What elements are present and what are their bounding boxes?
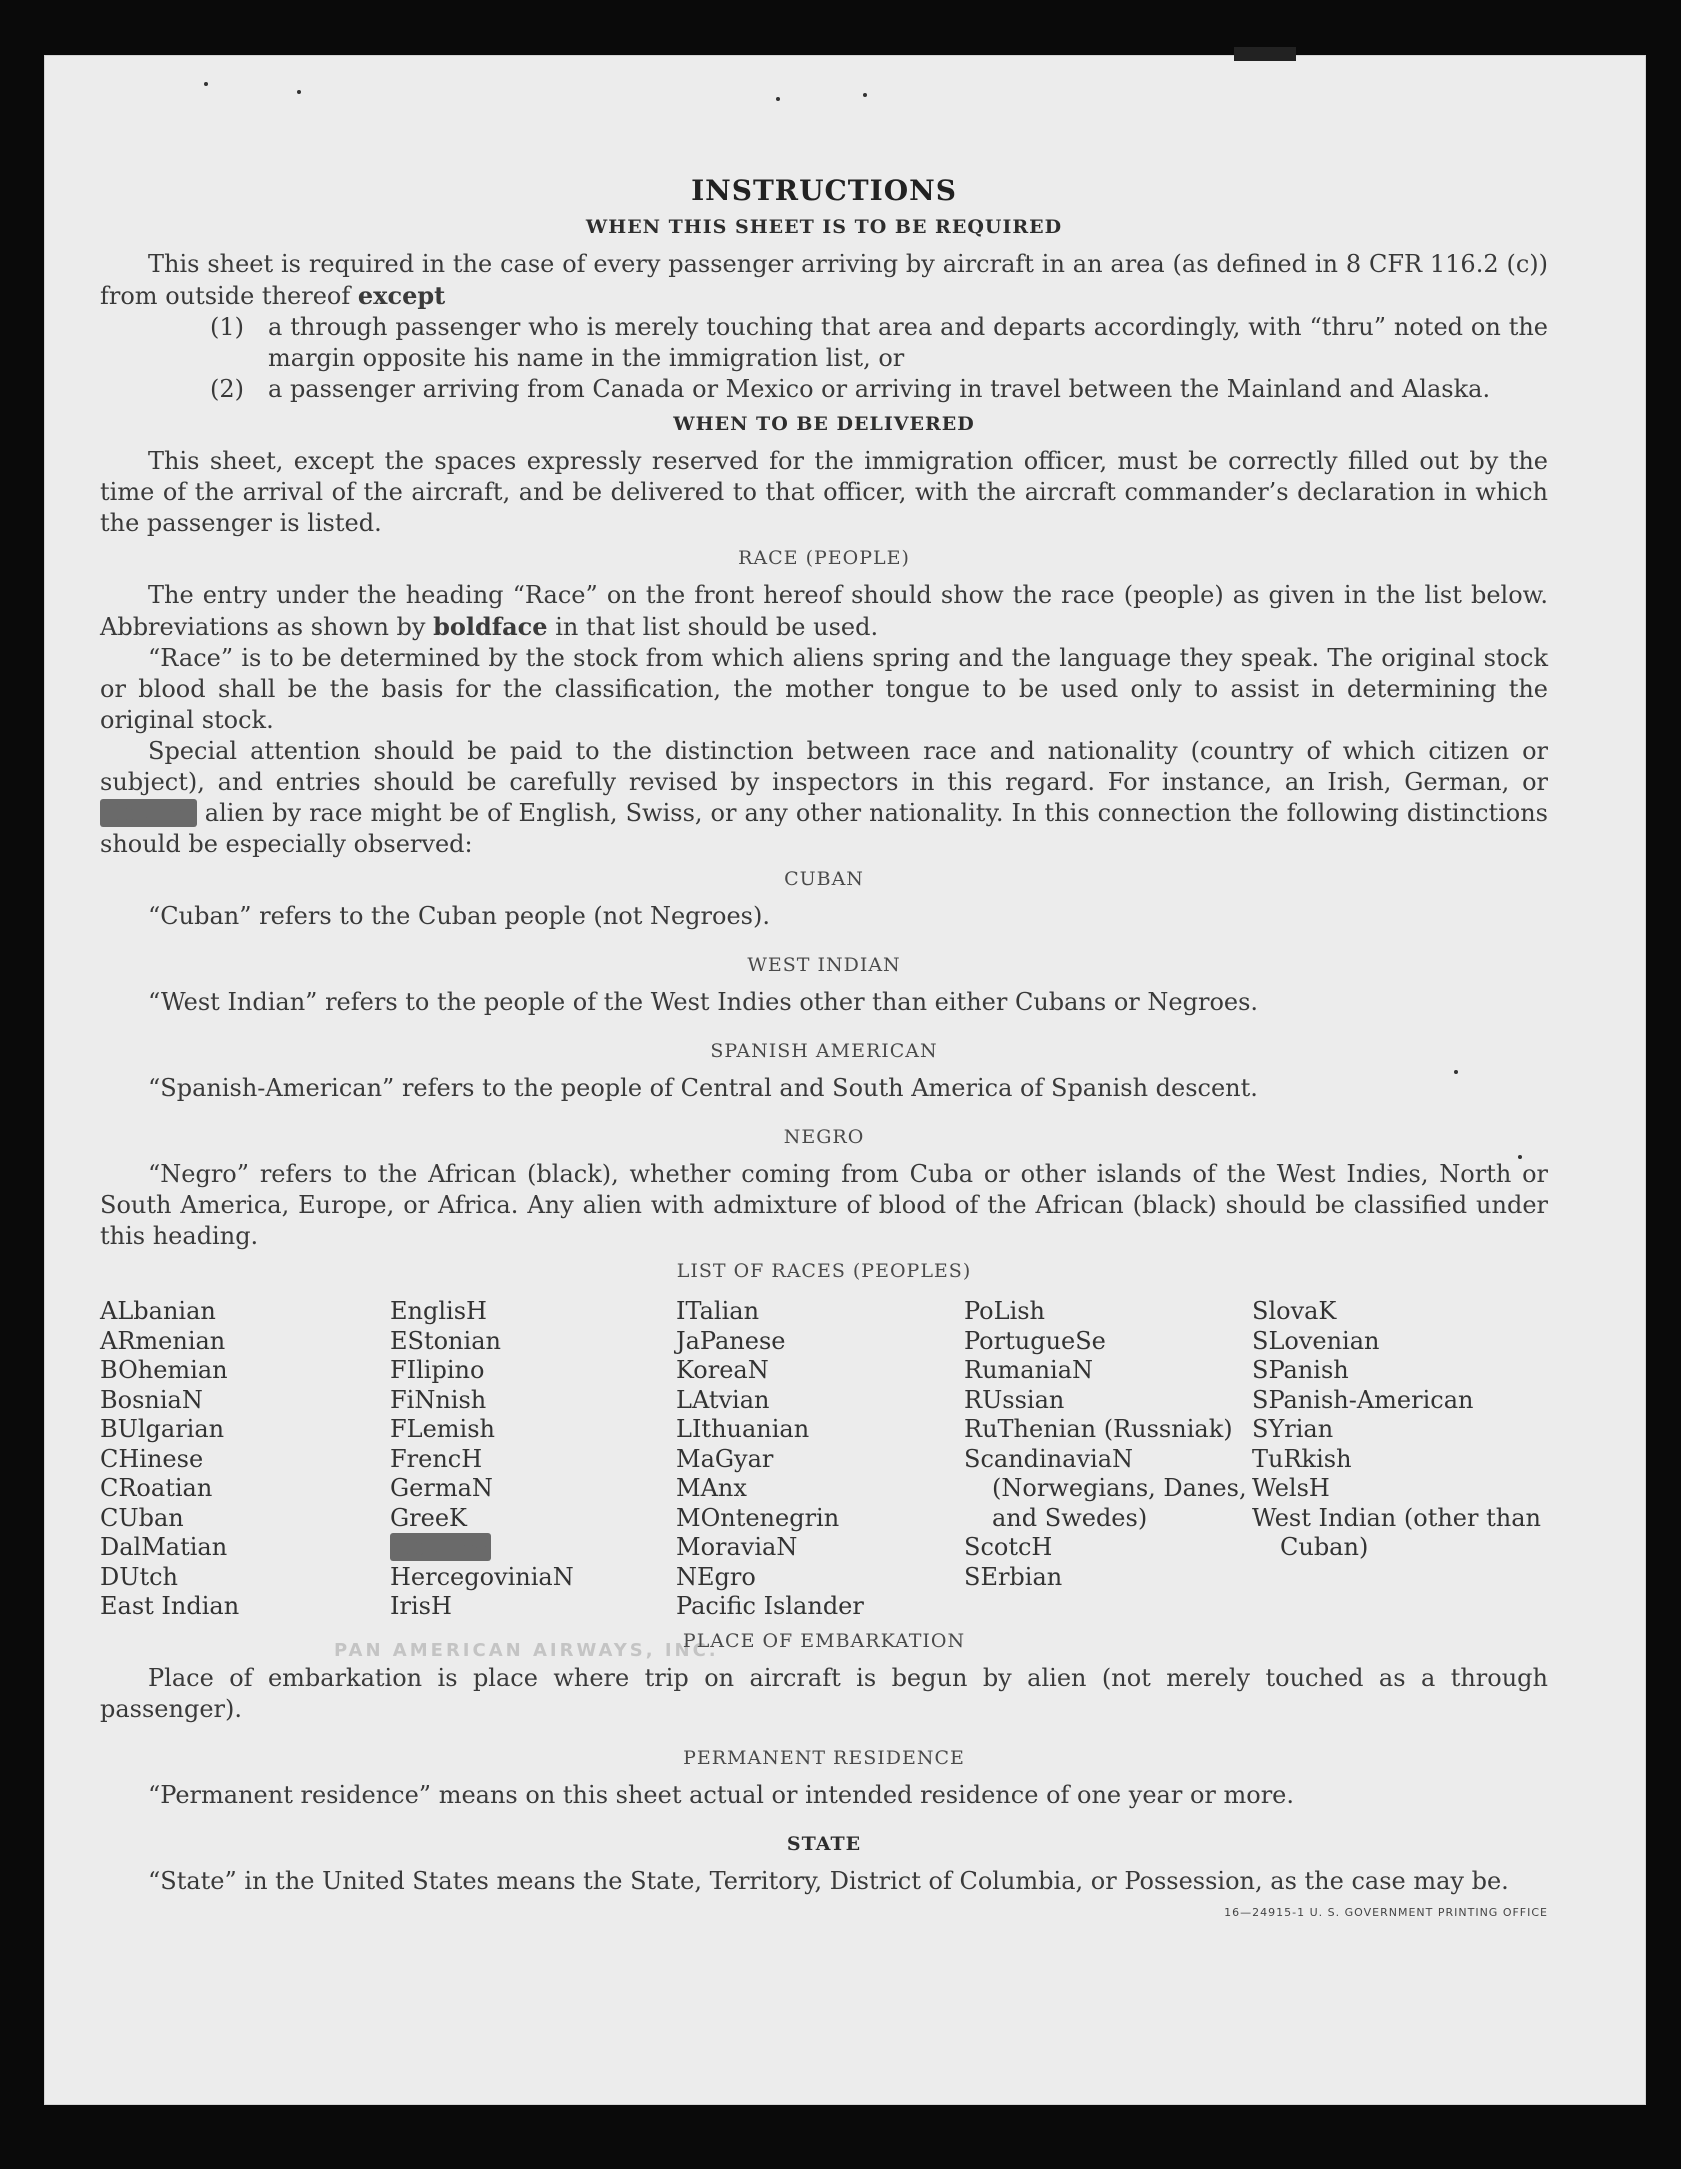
race-entry: IrisH: [390, 1592, 452, 1620]
race-entry: ScandinaviaN (Norwegians, Danes, and Swedes): [964, 1444, 1247, 1532]
race-entry: BOhemian: [100, 1356, 228, 1384]
races-column: [1252, 1297, 1548, 1622]
race-entry: ScotcH: [964, 1533, 1053, 1561]
delivered-text: This sheet, except the spaces expressly reserved for the immigration officer, must be correctly filled out by the time of the arrival of the aircraft, and be delivered to that officer, with the aircraft commander’s declaration in which the passenger is listed.: [100, 447, 1548, 537]
race-entry: BosniaN: [100, 1385, 203, 1414]
race-entry: PoLish: [964, 1297, 1046, 1325]
races-column: [964, 1297, 1252, 1622]
heading-list-of-races: LIST OF RACES (PEOPLES): [676, 1260, 972, 1282]
race-entry: MOntenegrin: [676, 1503, 840, 1532]
obscured-word: HebreW: [390, 1533, 491, 1561]
race-entry: LAtvian: [676, 1385, 770, 1414]
race-entry: FIlipino: [390, 1356, 485, 1384]
race-entry: FrencH: [390, 1444, 483, 1473]
race-entry: CHinese: [100, 1444, 204, 1473]
race-entry: ALbanian: [100, 1297, 216, 1325]
race-entry: BUlgarian: [100, 1415, 225, 1443]
race-entry: FLemish: [390, 1415, 495, 1443]
obscured-word: Hebrew: [100, 799, 197, 827]
race-entry: EStonian: [390, 1326, 501, 1355]
race-entry: ITalian: [676, 1297, 760, 1325]
race-entry: RUssian: [964, 1385, 1065, 1414]
heading-residence: PERMANENT RESIDENCE: [683, 1746, 965, 1769]
race-entry: GreeK: [390, 1503, 467, 1532]
race-entry: DUtch: [100, 1562, 179, 1591]
heading-west-indian: WEST INDIAN: [747, 954, 901, 976]
race-entry: RuThenian (Russniak): [964, 1415, 1233, 1443]
race-entry: LIthuanian: [676, 1415, 810, 1443]
race-entry: SlovaK: [1252, 1297, 1337, 1325]
required-intro: This sheet is required in the case of every passenger arriving by aircraft in an area (as defined in 8 CFR 116.2 (c)) from outside thereof except: [100, 250, 1548, 310]
race-entry: NEgro: [676, 1562, 756, 1591]
page-title: INSTRUCTIONS: [691, 174, 957, 207]
races-column: [676, 1297, 964, 1622]
cuban-text: “Cuban” refers to the Cuban people (not Negroes).: [148, 902, 770, 930]
race-paragraph-1: The entry under the heading “Race” on the front hereof should show the race (people) as given in the list below. Abbreviations as shown by boldface in that list should be used.: [100, 581, 1548, 641]
race-entry: GermaN: [390, 1474, 493, 1502]
race-entry: EnglisH: [390, 1297, 487, 1325]
heading-embarkation: PLACE OF EMBARKATION: [682, 1629, 966, 1652]
document-page: [44, 55, 1646, 2105]
heading-spanish-american: SPANISH AMERICAN: [710, 1040, 938, 1062]
heading-delivered: WHEN TO BE DELIVERED: [673, 413, 975, 435]
race-entry: KoreaN: [676, 1356, 769, 1384]
race-entry: JaPanese: [676, 1326, 786, 1355]
heading-required: WHEN THIS SHEET IS TO BE REQUIRED: [585, 216, 1063, 238]
speck: [863, 93, 867, 97]
race-entry: West Indian (other than Cuban): [1252, 1503, 1541, 1561]
race-entry: MoraviaN: [676, 1533, 798, 1561]
race-entry: SPanish-American: [1252, 1385, 1474, 1414]
race-entry: CRoatian: [100, 1474, 213, 1502]
race-entry: MaGyar: [676, 1444, 774, 1473]
race-entry: FiNnish: [390, 1385, 487, 1414]
west-indian-text: “West Indian” refers to the people of the West Indies other than either Cubans or Negroes.: [148, 988, 1259, 1016]
race-entry: TuRkish: [1252, 1444, 1352, 1473]
residence-text: “Permanent residence” means on this sheet actual or intended residence of one year or more.: [148, 1780, 1294, 1809]
race-entry: MAnx: [676, 1474, 747, 1502]
paper-clip-mark: [1234, 47, 1296, 61]
spanish-american-text: “Spanish-American” refers to the people of Central and South America of Spanish descent.: [148, 1074, 1258, 1102]
races-column: [390, 1297, 676, 1622]
footer: [100, 1897, 1548, 1932]
race-entry: HercegoviniaN: [390, 1562, 574, 1591]
negro-text: “Negro” refers to the African (black), whether coming from Cuba or other islands of the West Indies, North or South America, Europe, or Africa. Any alien with admixture of blood of the African (black) should be classified under this heading.: [100, 1160, 1548, 1250]
race-entry: DalMatian: [100, 1533, 228, 1561]
printing-office-code: 16—24915-1 U. S. GOVERNMENT PRINTING OFFICE: [1224, 1905, 1548, 1919]
race-entry: ARmenian: [100, 1326, 226, 1355]
speck: [204, 82, 208, 86]
race-entry: Pacific Islander: [676, 1592, 864, 1620]
heading-race: RACE (PEOPLE): [738, 547, 910, 569]
race-entry: SErbian: [964, 1562, 1063, 1591]
races-list: [100, 1297, 1548, 1622]
race-entry: RumaniaN: [964, 1356, 1094, 1384]
race-entry: [390, 1533, 676, 1563]
race-entry: SLovenian: [1252, 1326, 1380, 1355]
heading-negro: NEGRO: [783, 1126, 865, 1148]
race-entry: SYrian: [1252, 1415, 1334, 1443]
required-item: (2) a passenger arriving from Canada or Mexico or arriving in travel between the Mainland and Alaska.: [210, 375, 1491, 403]
race-paragraph-3: Special attention should be paid to the distinction between race and nationality (country of which citizen or subject), and entries should be carefully revised by inspectors in this regard. For instance, an Irish, German, or Hebrew alien by race might be of English, Swiss, or any other nationality. In this connection the following distinctions should be especially observed:: [100, 737, 1548, 858]
race-paragraph-2: “Race” is to be determined by the stock from which aliens spring and the language they speak. The original stock or blood shall be the basis for the classification, the mother tongue to be used only to assist in determining the original stock.: [100, 644, 1548, 734]
required-item: (1) a through passenger who is merely touching that area and departs accordingly, with “thru” noted on the margin opposite his name in the immigration list, or: [210, 313, 1548, 372]
race-entry: WelsH: [1252, 1474, 1330, 1502]
heading-cuban: CUBAN: [784, 868, 864, 890]
instructions-body: [100, 175, 1548, 1932]
races-column: [100, 1297, 390, 1622]
race-entry: CUban: [100, 1503, 184, 1532]
state-text: “State” in the United States means the State, Territory, District of Columbia, or Possession, as the case may be.: [148, 1866, 1509, 1895]
speck: [776, 97, 780, 101]
embarkation-text: Place of embarkation is place where trip on aircraft is begun by alien (not merely touched as a through passenger).: [100, 1663, 1548, 1723]
speck: [297, 90, 301, 94]
heading-state: STATE: [786, 1832, 862, 1855]
race-entry: SPanish: [1252, 1356, 1349, 1384]
race-entry: East Indian: [100, 1592, 240, 1620]
race-entry: PortugueSe: [964, 1326, 1106, 1355]
faded-stamp: PAN AMERICAN AIRWAYS, INC.: [334, 1640, 719, 1661]
